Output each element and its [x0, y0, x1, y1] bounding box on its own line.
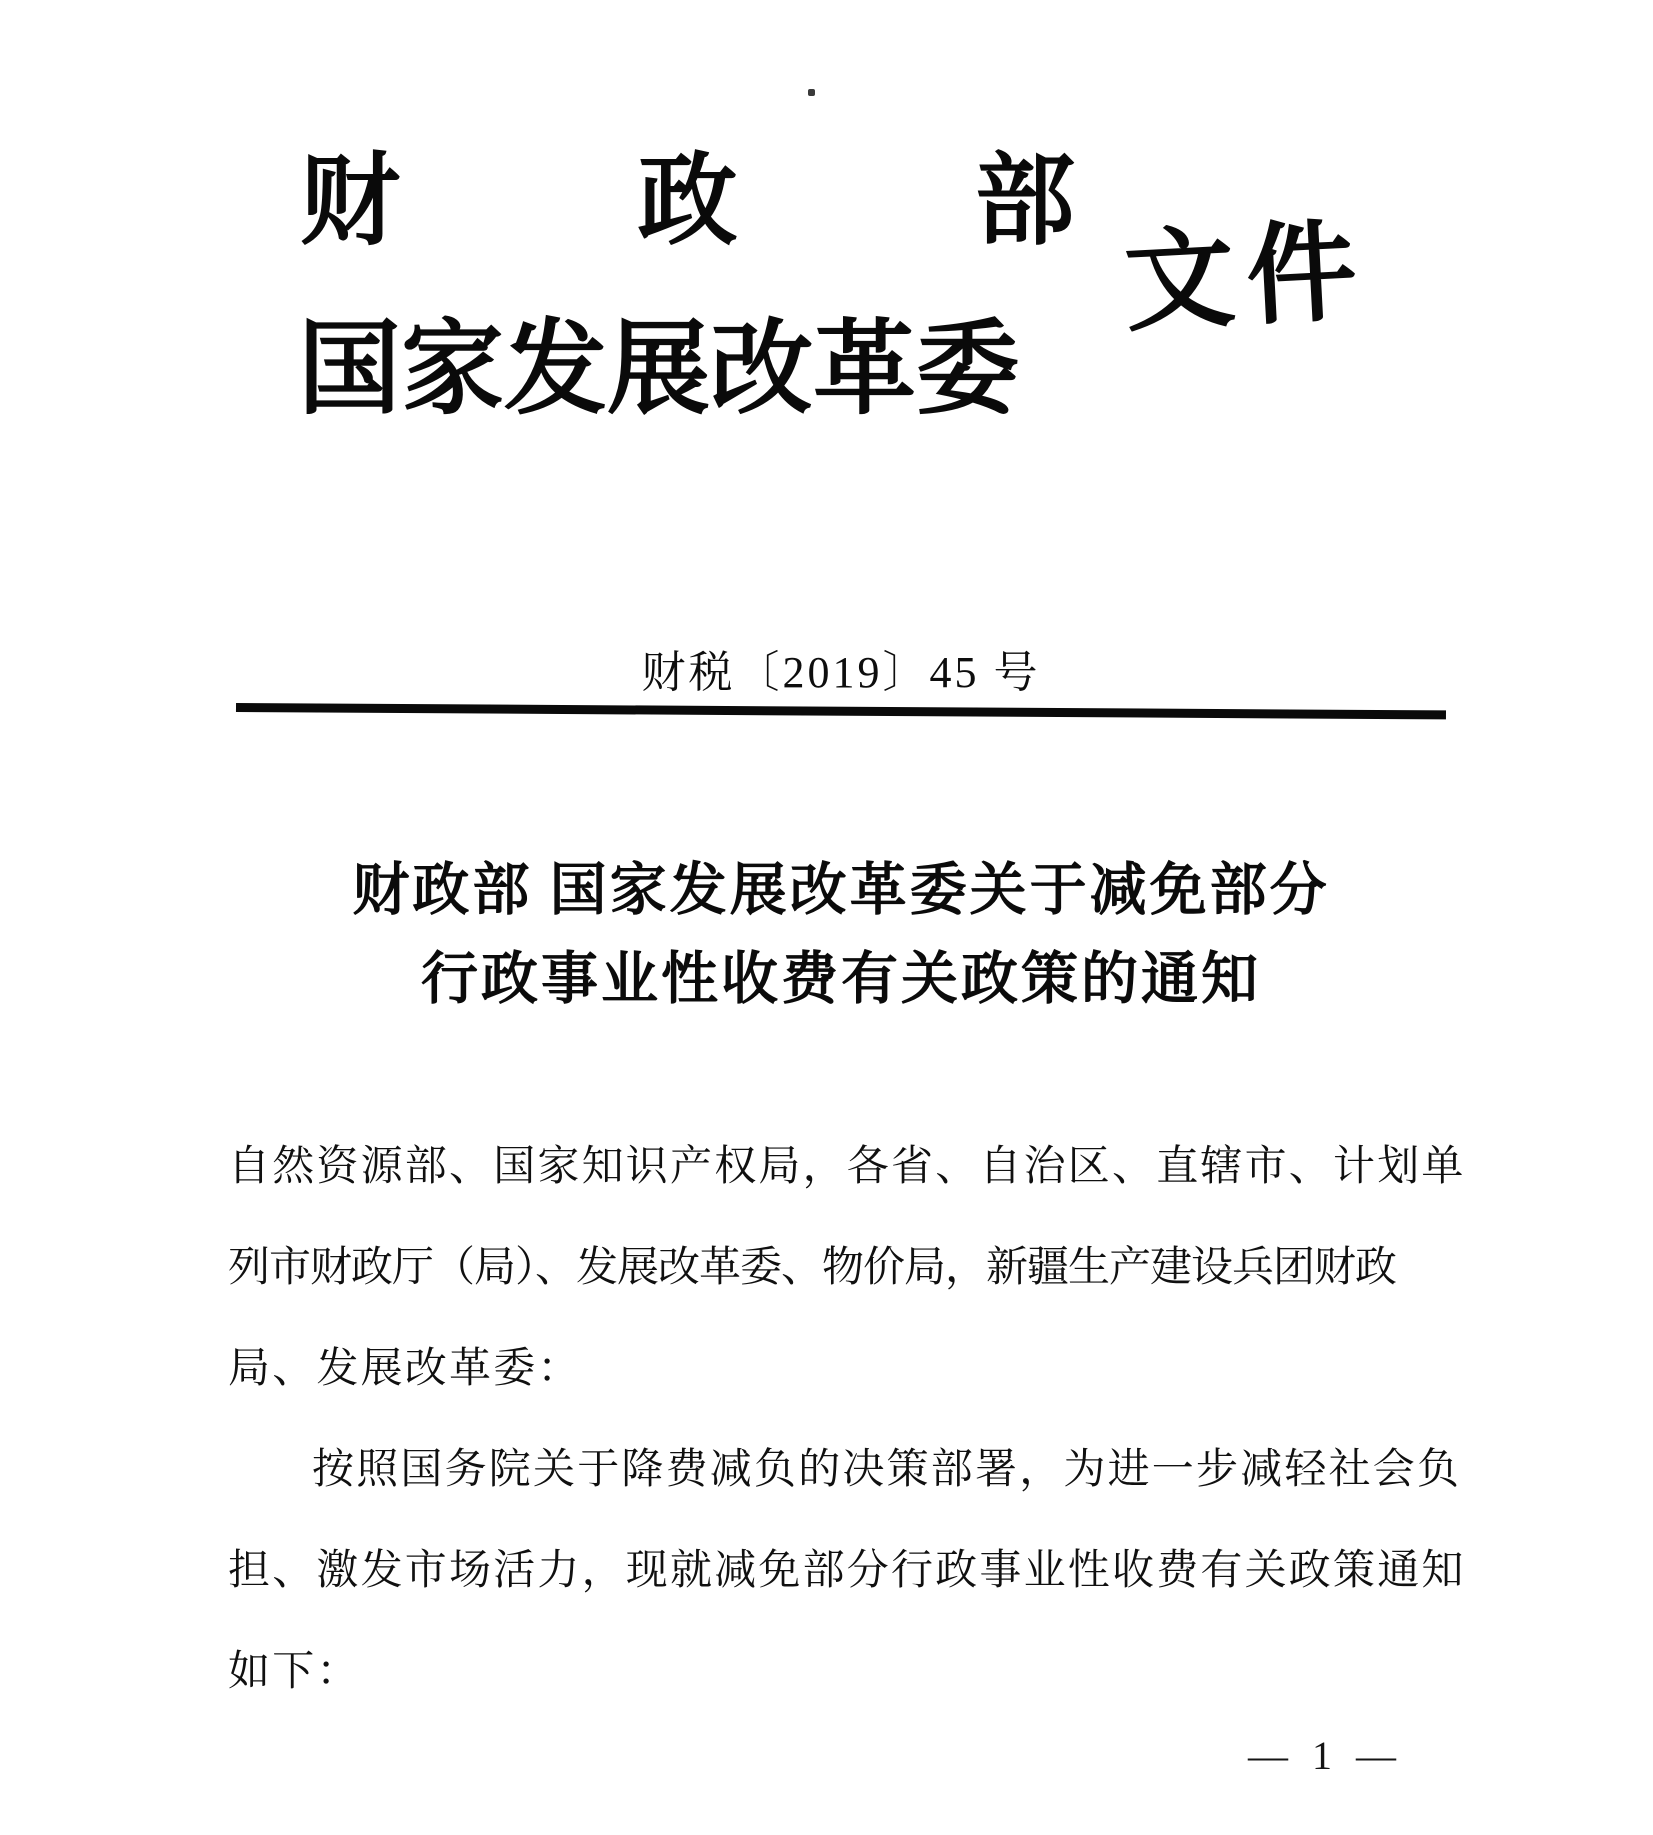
header-divider-rule	[236, 703, 1446, 719]
body-line: 按照国务院关于降费减负的决策部署，为进一步减轻社会负	[312, 1447, 1462, 1493]
letterhead-char: 部	[975, 146, 1075, 257]
document-title-line-1: 财政部 国家发展改革委关于减免部分	[352, 859, 1330, 922]
scan-speck	[808, 89, 815, 96]
letterhead-char: 财	[300, 146, 400, 257]
letterhead-agency-finance-ministry	[300, 148, 1075, 256]
document-title-line-2: 行政事业性收费有关政策的通知	[421, 948, 1261, 1011]
document-title	[236, 846, 1446, 1024]
letterhead-agency-ndrc	[298, 310, 1094, 430]
body-line: 自然资源部、国家知识产权局，各省、自治区、直辖市、计划单	[228, 1144, 1466, 1190]
body-line: 列市财政厅（局）、发展改革委、物价局，新疆生产建设兵团财政	[228, 1245, 1397, 1291]
body-line: 担、激发市场活力，现就减免部分行政事业性收费有关政策通知	[228, 1548, 1466, 1594]
doc-type-label: 文件	[1121, 210, 1372, 346]
document-body	[228, 1117, 1464, 1723]
letterhead-char: 政	[637, 146, 738, 257]
letterhead-agency-ndrc-text: 国家发展改革委	[298, 313, 1019, 427]
page-number: — 1 —	[1248, 1733, 1403, 1778]
body-line: 如下：	[228, 1649, 361, 1695]
body-line: 局、发展改革委：	[228, 1346, 582, 1392]
document-number: 财税〔2019〕45 号	[641, 648, 1041, 697]
